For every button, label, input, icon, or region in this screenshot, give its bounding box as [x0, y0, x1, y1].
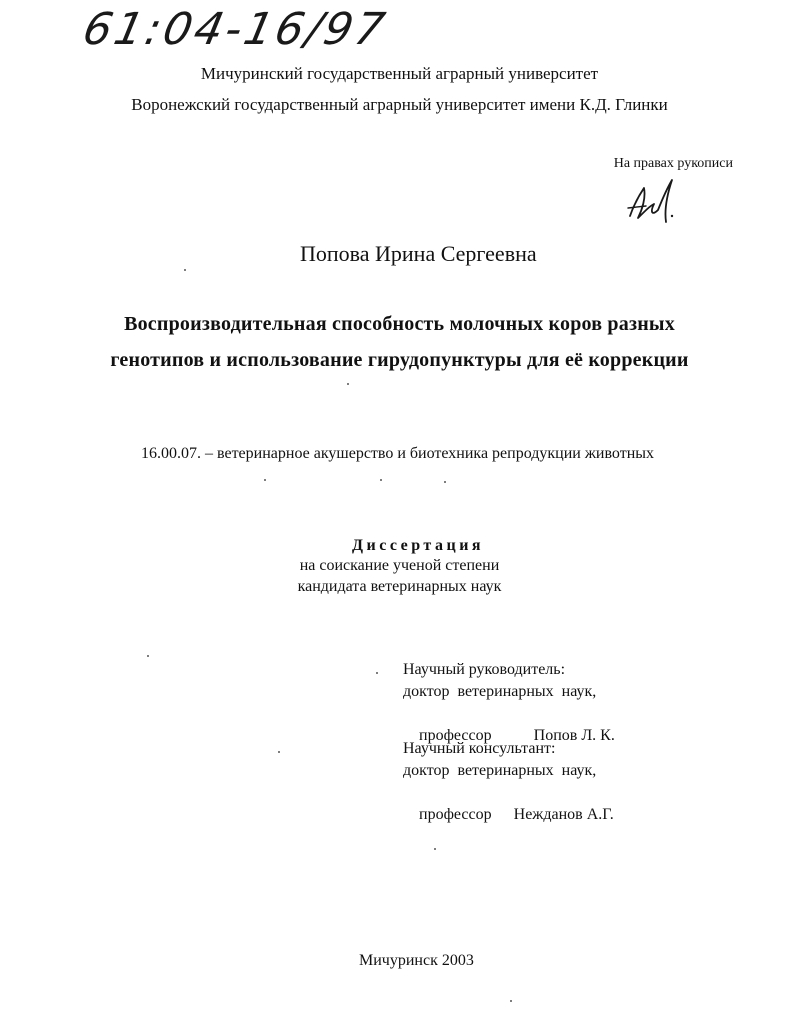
thesis-title-line-1: Воспроизводительная способность молочных коров разных — [124, 313, 675, 335]
consultant-role: Научный консультант: — [403, 740, 556, 757]
scan-speck — [510, 1000, 512, 1002]
scan-speck — [278, 751, 280, 753]
consultant-rank-name — [403, 782, 614, 848]
city-year: Мичуринск 2003 — [359, 952, 474, 969]
scan-speck — [147, 655, 149, 657]
supervisor-role: Научный руководитель: — [403, 661, 566, 678]
institution-2: Воронежский государственный аграрный университет имени К.Д. Глинки — [131, 95, 668, 114]
dissertation-heading: Диссертация — [352, 537, 485, 554]
scan-speck — [184, 269, 186, 271]
scan-speck — [434, 848, 436, 850]
scan-speck — [347, 383, 349, 385]
supervisor-degree: доктор ветеринарных наук, — [403, 683, 597, 700]
consultant-rank: профессор — [419, 806, 492, 823]
signature-icon — [616, 172, 686, 232]
specialty-code: 16.00.07. – ветеринарное акушерство и биотехника репродукции животных — [141, 445, 655, 462]
consultant-degree: доктор ветеринарных наук, — [403, 762, 597, 779]
scan-speck — [444, 481, 446, 483]
supervisor-name: Попов Л. К. — [533, 727, 615, 744]
scan-speck — [264, 479, 266, 481]
institution-1: Мичуринский государственный аграрный университет — [200, 64, 599, 83]
thesis-title-line-2: генотипов и использование гирудопунктуры для её коррекции — [110, 349, 689, 371]
archive-code-stamp: 61:04-16/97 — [78, 4, 392, 55]
supervisor-rank: профессор — [419, 727, 492, 744]
consultant-block — [403, 738, 614, 848]
author-name: Попова Ирина Сергеевна — [300, 241, 537, 266]
consultant-name: Нежданов А.Г. — [513, 806, 614, 823]
scan-speck — [380, 479, 382, 481]
manuscript-rights-label: На правах рукописи — [613, 156, 733, 171]
degree-purpose: на соискание ученой степени — [299, 557, 500, 574]
degree-name: кандидата ветеринарных наук — [297, 578, 502, 595]
scan-speck — [376, 672, 378, 674]
